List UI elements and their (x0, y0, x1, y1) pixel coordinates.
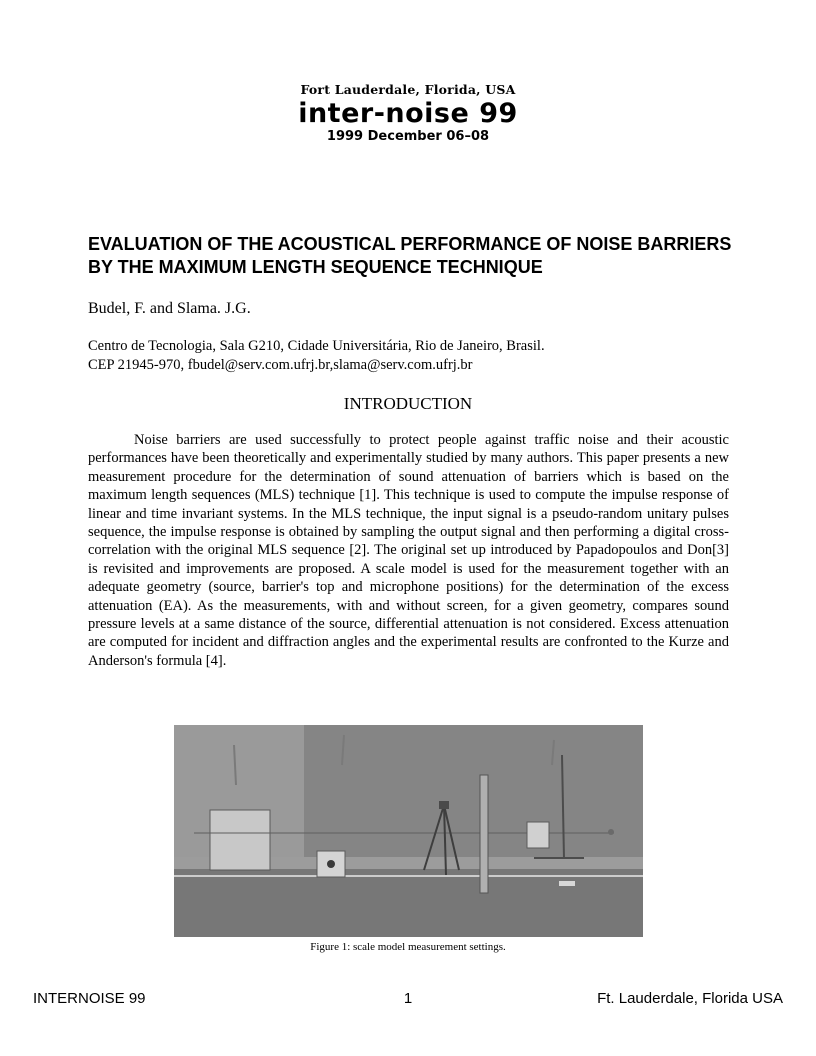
footer-location: Ft. Lauderdale, Florida USA (597, 990, 783, 1007)
affiliation-line-1: Centro de Tecnologia, Sala G210, Cidade Universitária, Rio de Janeiro, Brasil. (88, 338, 545, 354)
page-number: 1 (403, 990, 413, 1007)
affiliation (88, 337, 545, 375)
figure-photo (174, 725, 643, 937)
scale-model-photo (174, 725, 643, 937)
footer-conference: INTERNOISE 99 (33, 990, 146, 1007)
conference-dates: 1999 December 06–08 (326, 129, 490, 144)
conference-location: Fort Lauderdale, Florida, USA (300, 82, 516, 97)
introduction-paragraph: Noise barriers are used successfully to protect people against traffic noise and their acoustic performances have been theoretically and experimentally studied by many authors. This paper presents a new measurement procedure for the determination of sound attenuation of barriers which is based on the maximum length sequences (MLS) technique [1]. This technique is used to compute the impulse response of linear and time invariant systems. In the MLS technique, the input signal is a pseudo-random unitary pulses sequence, the impulse response is obtained by sampling the output signal and then performing a digital cross-correlation with the original MLS sequence [2]. The original set up introduced by Papadopoulos and Don[3] is revisited and improvements are proposed. A scale model is used for the measurement together with an adequate geometry (source, barrier's top and microphone positions) for the determination of the excess attenuation (EA). As the measurements, with and without screen, for a given geometry, compares sound pressure levels at a same distance of the source, differential attenuation is not considered. Excess attenuation are computed for incident and diffraction angles and the experimental results are confronted to the Kurze and Anderson's formula [4]. (88, 432, 729, 669)
authors: Budel, F. and Slama. J.G. (88, 300, 251, 317)
affiliation-line-2: CEP 21945-970, fbudel@serv.com.ufrj.br,slama@serv.com.ufrj.br (88, 357, 473, 373)
conference-logo: inter-noise 99 (298, 98, 518, 129)
figure-caption: Figure 1: scale model measurement settings. (310, 941, 506, 953)
conference-header (0, 82, 816, 145)
paper-title: EVALUATION OF THE ACOUSTICAL PERFORMANCE OF NOISE BARRIERS BY THE MAXIMUM LENGTH SEQUENCE TECHNIQUE (88, 234, 732, 277)
section-heading: INTRODUCTION (343, 394, 473, 413)
